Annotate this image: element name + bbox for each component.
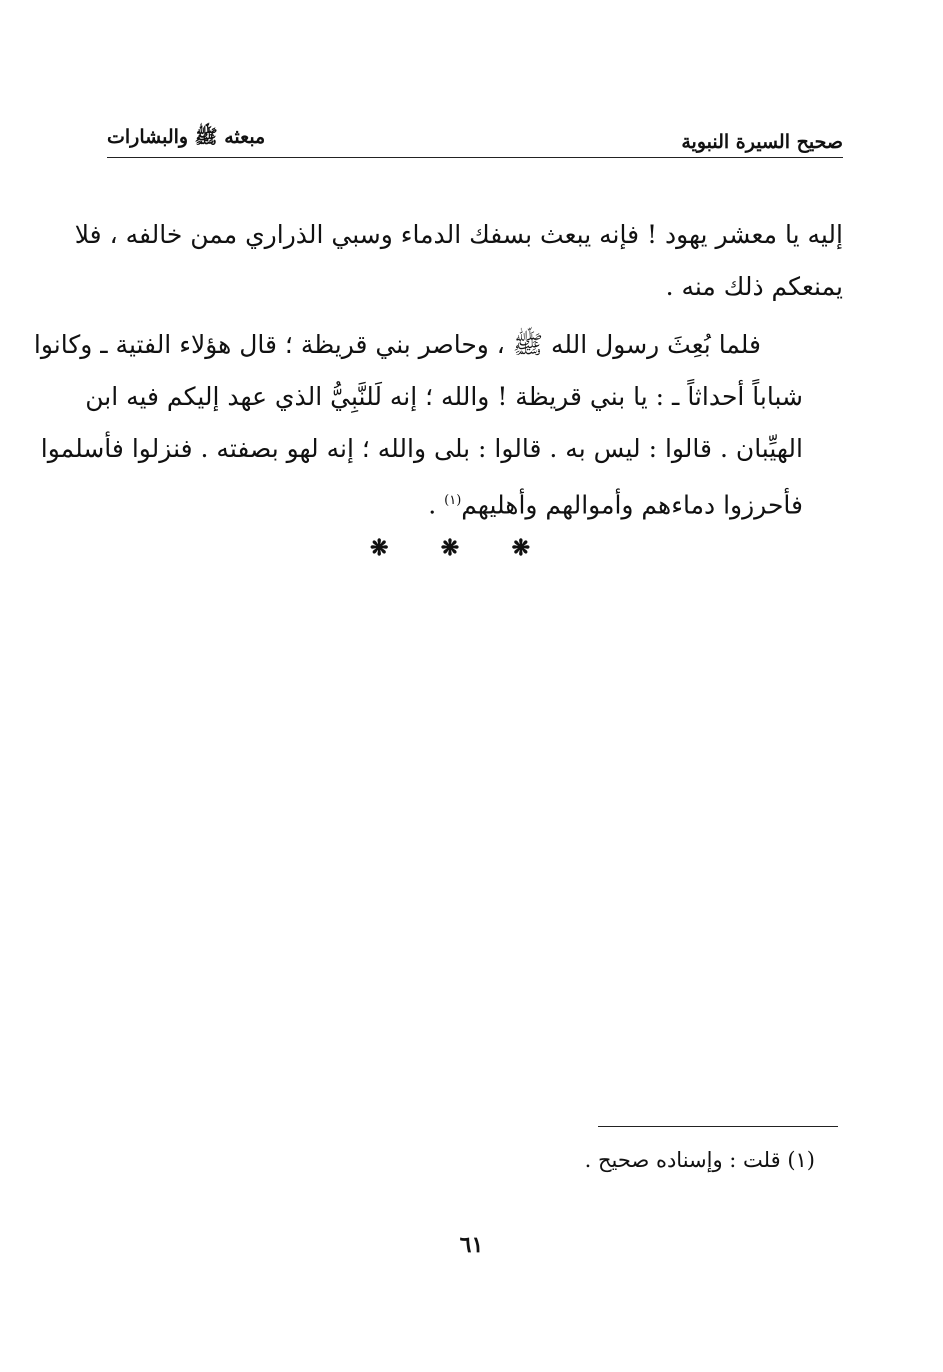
separator-star-icon: ❋ [440, 535, 460, 561]
paragraph-2-line-4-text: فأحرزوا دماءهم وأموالهم وأهليهم [461, 490, 803, 520]
header-book-title: صحيح السيرة النبوية [681, 131, 843, 153]
page-number: ٦١ [459, 1232, 484, 1258]
paragraph-1-line-2: يمنعكم ذلك منه . [665, 272, 843, 301]
running-header [107, 118, 843, 158]
paragraph-1-line-1: إليه يا معشر يهود ! فإنه يبعث بسفك الدماء وسبي الذراري ممن خالفه ، فلا [74, 220, 843, 249]
footnote: (١) قلت : وإسناده صحيح . [584, 1148, 815, 1172]
paragraph-2-line-2: شباباً أحداثاً ـ : يا بني قريظة ! والله ؛ إنه لَلنَّبِيُّ الذي عهد إليكم فيه ابن [85, 382, 803, 411]
paragraph-2-line-4 [107, 475, 843, 531]
separator-star-icon: ❋ [511, 535, 530, 561]
separator-star-icon: ❋ [370, 535, 389, 561]
header-chapter-title: مبعثه ﷺ والبشارات [107, 126, 266, 148]
section-separator [370, 535, 530, 561]
paragraph-2-line-1: فلما بُعِثَ رسول الله ﷺ ، وحاصر بني قريظة ؛ قال هؤلاء الفتية ـ وكانوا [33, 330, 761, 359]
footnote-reference: (١) [444, 493, 462, 508]
paragraph-2-line-3: الهيِّبان . قالوا : ليس به . قالوا : بلى والله ؛ إنه لهو بصفته . فنزلوا فأسلموا [40, 434, 803, 463]
paragraph-2 [33, 319, 843, 531]
paragraph-2-line-4-end: . [428, 490, 445, 520]
paragraph-1 [74, 209, 843, 313]
footnote-divider [598, 1126, 838, 1127]
